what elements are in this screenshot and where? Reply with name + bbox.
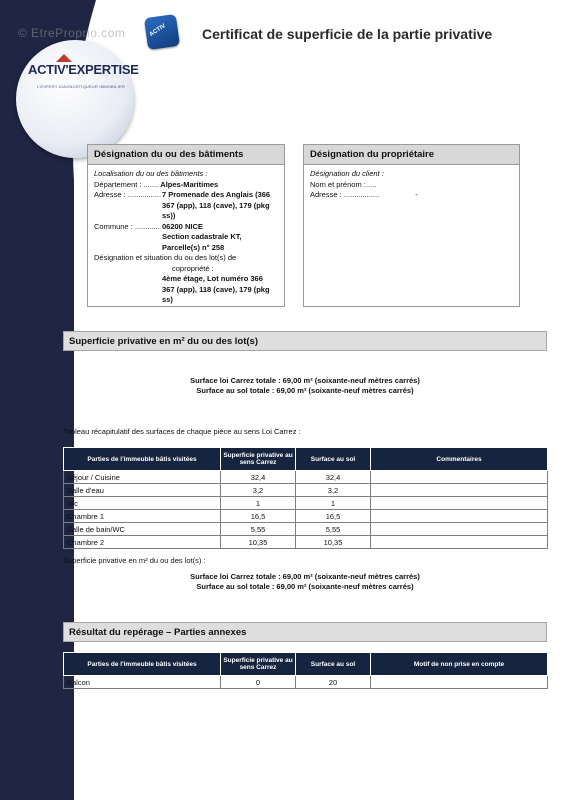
buildings-box bbox=[87, 144, 285, 307]
surfaces-table bbox=[63, 447, 548, 549]
commune-label: Commune : ............ bbox=[94, 221, 160, 231]
commune-row bbox=[94, 222, 278, 254]
table-row bbox=[64, 471, 548, 484]
adresse-value bbox=[162, 190, 270, 222]
adresse-line: 367 (app), 118 (cave), 179 (pkg bbox=[162, 200, 270, 210]
owner-box-title: Désignation du propriétaire bbox=[304, 145, 519, 165]
cell-sol: 5,55 bbox=[296, 523, 371, 536]
commune-line: Section cadastrale KT, bbox=[162, 232, 242, 241]
carrez-total-2: Surface loi Carrez totale : 69,00 m² (soixante-neuf mètres carrés) bbox=[190, 572, 420, 581]
cell-carrez: 3,2 bbox=[221, 484, 296, 497]
commune-value bbox=[162, 222, 242, 254]
after-table-label: Superficie privative en m² du ou des lot(s) : bbox=[63, 556, 206, 565]
activ-badge-icon bbox=[144, 14, 180, 50]
table-row bbox=[64, 536, 548, 549]
table-intro: Tableau récapitulatif des surfaces de chaque pièce au sens Loi Carrez : bbox=[63, 427, 301, 436]
buildings-box-title: Désignation du ou des bâtiments bbox=[88, 145, 284, 165]
owner-dash: - bbox=[415, 190, 418, 199]
cell-room: Salle d'eau bbox=[64, 484, 221, 497]
cell-sol: 10,35 bbox=[296, 536, 371, 549]
col-header: Superficie privative au sens Carrez bbox=[221, 653, 296, 676]
cell-comment bbox=[371, 536, 548, 549]
cell-room: Wc bbox=[64, 497, 221, 510]
col-header: Parties de l'immeuble bâtis visitées bbox=[64, 448, 221, 471]
watermark: © EtreProprio.com bbox=[18, 26, 126, 40]
localisation-label: Localisation du ou des bâtiments : bbox=[94, 169, 208, 178]
adresse-label: Adresse : ................ bbox=[94, 190, 162, 199]
situation-label: Désignation et situation du ou des lot(s) de bbox=[94, 253, 237, 262]
col-header: Surface au sol bbox=[296, 448, 371, 471]
commune-line: 06200 NICE bbox=[162, 221, 203, 231]
departement-value: Alpes-Maritimes bbox=[160, 179, 219, 189]
col-header: Motif de non prise en compte bbox=[371, 653, 548, 676]
logo-brand: ACTIV'EXPERTISE bbox=[28, 62, 139, 77]
cell-sol: 16,5 bbox=[296, 510, 371, 523]
cell-carrez: 10,35 bbox=[221, 536, 296, 549]
cell-room: Chambre 2 bbox=[64, 536, 221, 549]
cell-comment bbox=[371, 510, 548, 523]
cell-room: Salle de bain/WC bbox=[64, 523, 221, 536]
owner-box bbox=[303, 144, 520, 307]
cell-carrez: 32,4 bbox=[221, 471, 296, 484]
situation-line: 4ème étage, Lot numéro 366 bbox=[162, 274, 263, 283]
badge-label: ACTIV bbox=[148, 23, 167, 38]
cell-comment bbox=[371, 497, 548, 510]
cell-room: Balcon bbox=[64, 676, 221, 689]
logo-tagline: L'EXPERT DIAGNOSTIQUEUR IMMOBILIER bbox=[37, 84, 125, 89]
commune-line: Parcelle(s) n° 258 bbox=[162, 242, 225, 252]
situation-label-2: copropriété : bbox=[172, 263, 214, 273]
superficie-section-title: Superficie privative en m² du ou des lot(s) bbox=[63, 331, 547, 351]
client-label: Désignation du client : bbox=[310, 169, 384, 178]
table-row bbox=[64, 523, 548, 536]
situation-line: 367 (app), 118 (cave), 179 (pkg bbox=[162, 284, 270, 294]
situation-value bbox=[94, 274, 278, 306]
cell-motif bbox=[371, 676, 548, 689]
cell-carrez: 5,55 bbox=[221, 523, 296, 536]
adresse-line: 7 Promenade des Anglais (366 bbox=[162, 190, 271, 199]
annexes-table bbox=[63, 652, 548, 689]
owner-adresse-text: Adresse : ................. bbox=[310, 190, 380, 199]
adresse-row bbox=[94, 190, 278, 222]
table-row bbox=[64, 676, 548, 689]
col-header: Commentaires bbox=[371, 448, 548, 471]
company-logo bbox=[16, 40, 139, 158]
adresse-line: ss)) bbox=[162, 211, 176, 220]
cell-sol: 3,2 bbox=[296, 484, 371, 497]
cell-comment bbox=[371, 484, 548, 497]
sol-total: Surface au sol totale : 69,00 m² (soixante-neuf mètres carrés) bbox=[196, 386, 414, 395]
col-header: Parties de l'immeuble bâtis visitées bbox=[64, 653, 221, 676]
table-row bbox=[64, 497, 548, 510]
cell-room: Chambre 1 bbox=[64, 510, 221, 523]
cell-room: Séjour / Cuisine bbox=[64, 471, 221, 484]
departement-row bbox=[94, 180, 278, 191]
table-row bbox=[64, 510, 548, 523]
table-row bbox=[64, 484, 548, 497]
cell-comment bbox=[371, 523, 548, 536]
cell-sol: 32,4 bbox=[296, 471, 371, 484]
carrez-total: Surface loi Carrez totale : 69,00 m² (soixante-neuf mètres carrés) bbox=[190, 376, 420, 385]
owner-adresse-label bbox=[310, 190, 513, 201]
annexes-table-header bbox=[64, 653, 548, 676]
surfaces-table-header bbox=[64, 448, 548, 471]
cell-sol: 20 bbox=[296, 676, 371, 689]
page-title: Certificat de superficie de la partie privative bbox=[202, 26, 493, 42]
house-roof-icon bbox=[56, 54, 72, 62]
nom-label: Nom et prénom :..... bbox=[310, 179, 377, 189]
cell-sol: 1 bbox=[296, 497, 371, 510]
cell-carrez: 1 bbox=[221, 497, 296, 510]
buildings-box-body bbox=[88, 165, 284, 310]
situation-line: ss) bbox=[162, 295, 173, 304]
departement-label: Département : ....... bbox=[94, 179, 159, 189]
annexes-section-title: Résultat du repérage – Parties annexes bbox=[63, 622, 547, 642]
col-header: Superficie privative au sens Carrez bbox=[221, 448, 296, 471]
owner-box-body bbox=[304, 165, 519, 205]
col-header: Surface au sol bbox=[296, 653, 371, 676]
cell-comment bbox=[371, 471, 548, 484]
cell-carrez: 0 bbox=[221, 676, 296, 689]
cell-carrez: 16,5 bbox=[221, 510, 296, 523]
sol-total-2: Surface au sol totale : 69,00 m² (soixante-neuf mètres carrés) bbox=[196, 582, 414, 591]
